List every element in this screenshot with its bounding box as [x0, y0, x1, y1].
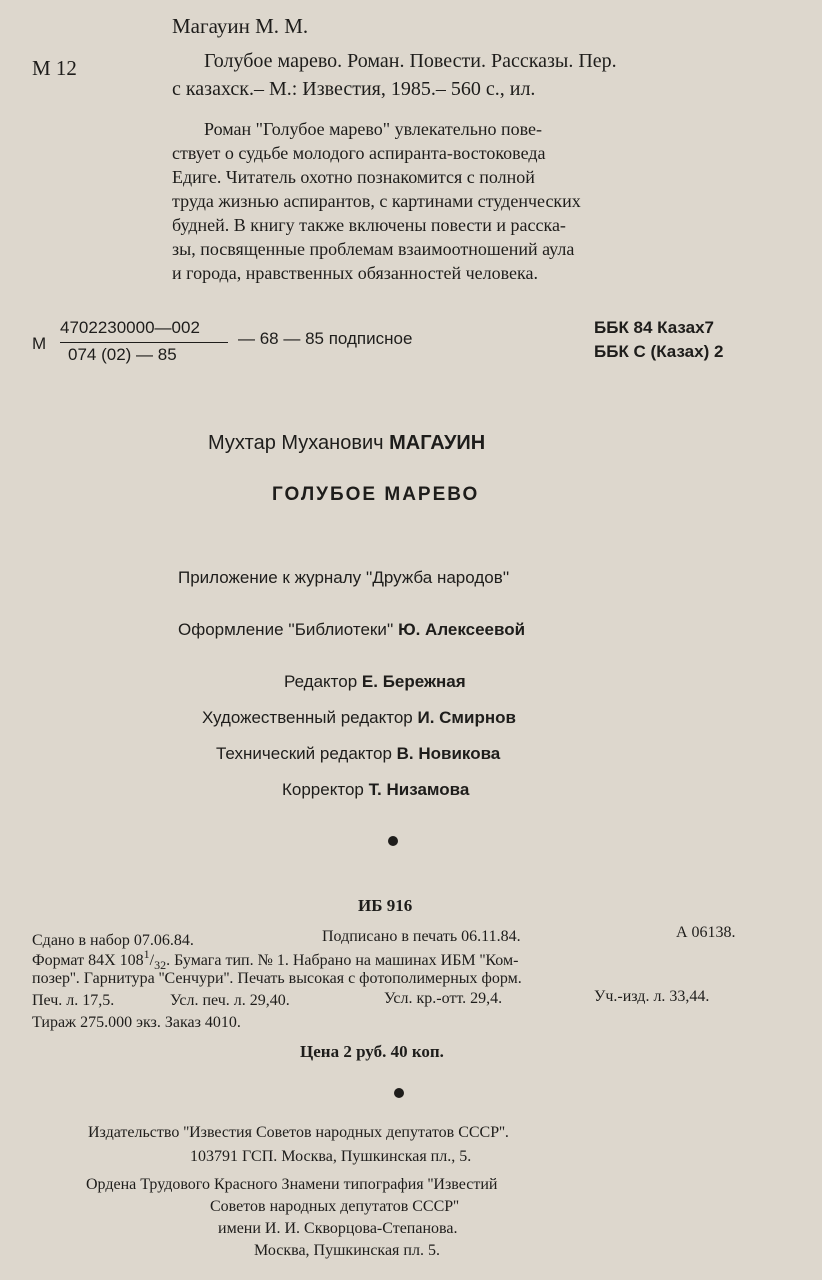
index-suffix: — 68 — 85 подписное	[238, 329, 413, 348]
printer-line-3: имени И. И. Скворцова-Степанова.	[218, 1220, 458, 1237]
annotation-line: зы, посвященные проблемам взаимоотношений аула	[172, 239, 575, 259]
annotation-line: Едиге. Читатель охотно познакомится с полной	[172, 167, 535, 187]
index-letter: М	[32, 334, 47, 353]
printer-line-1: Ордена Трудового Красного Знамени типография ''Известий	[86, 1176, 498, 1193]
format-line	[32, 947, 519, 972]
annotation-line: и города, нравственных обязанностей человека.	[172, 263, 538, 283]
bibliographic-line-1: Голубое марево. Роман. Повести. Рассказы. Пер.	[204, 50, 617, 72]
printer-line-2: Советов народных депутатов СССР''	[210, 1198, 459, 1215]
printer-address: Москва, Пушкинская пл. 5.	[254, 1242, 440, 1259]
conventional-print-sheets: Усл. печ. л. 29,40.	[170, 992, 290, 1009]
tech-editor-name: В. Новикова	[396, 744, 501, 763]
design-credit	[178, 620, 525, 640]
print-sheets: Печ. л. 17,5.	[32, 992, 115, 1009]
format-sup: 1	[143, 947, 150, 961]
annotation-line: Роман "Голубое марево" увлекательно пове-	[204, 119, 543, 139]
sent-to-set: Сдано в набор 07.06.84.	[32, 932, 194, 949]
annotation-line: будней. В книгу также включены повести и расска-	[172, 215, 566, 235]
supplement-note: Приложение к журналу ''Дружба народов''	[178, 568, 510, 587]
design-label: Оформление ''Библиотеки''	[178, 620, 399, 639]
signed-to-print: Подписано в печать 06.11.84.	[322, 928, 521, 945]
format-b: . Бумага тип. № 1. Набрано на машинах ИБМ ''Ком-	[166, 952, 519, 969]
format-slash: /	[149, 952, 155, 969]
art-editor-label: Художественный редактор	[202, 708, 418, 727]
bbk-code-2: ББК С (Казах) 2	[594, 342, 724, 361]
price: Цена 2 руб. 40 коп.	[300, 1042, 444, 1061]
editor-label: Редактор	[284, 672, 362, 691]
annotation-line: ствует о судьбе молодого аспиранта-востоковеда	[172, 143, 546, 163]
book-title: ГОЛУБОЕ МАРЕВО	[272, 484, 480, 505]
art-editor-credit	[202, 708, 516, 728]
format-line-2: позер''. Гарнитура ''Сенчури''. Печать высокая с фотополимерных форм.	[32, 970, 522, 987]
proofreader-label: Корректор	[282, 780, 369, 799]
art-editor-name: И. Смирнов	[417, 708, 516, 727]
format-a: Формат 84Х 108	[32, 952, 144, 969]
proofreader-name: Т. Низамова	[368, 780, 470, 799]
fraction-line	[60, 342, 228, 343]
ib-number: ИБ 916	[358, 896, 413, 915]
editor-credit	[284, 672, 466, 692]
publishing-sheets: Уч.-изд. л. 33,44.	[594, 988, 710, 1005]
bbk-code-1: ББК 84 Казах7	[594, 318, 715, 337]
separator-dot	[388, 836, 398, 846]
index-numerator: 4702230000—002	[60, 318, 200, 337]
bibliographic-line-2: с казахск.– М.: Известия, 1985.– 560 с., ил.	[172, 78, 536, 100]
separator-dot	[394, 1088, 404, 1098]
annotation-line: труда жизнью аспирантов, с картинами студенческих	[172, 191, 581, 211]
author-name: Магауин М. М.	[172, 14, 309, 38]
call-number: М 12	[32, 56, 77, 80]
author-first-names: Мухтар Муханович	[208, 432, 390, 454]
index-denominator: 074 (02) — 85	[68, 345, 177, 364]
design-name: Ю. Алексеевой	[398, 620, 526, 639]
conventional-color-prints: Усл. кр.-отт. 29,4.	[384, 990, 503, 1007]
author-full-name	[208, 432, 485, 455]
tech-editor-label: Технический редактор	[216, 744, 397, 763]
format-sub: 32	[154, 958, 167, 972]
publisher-address: 103791 ГСП. Москва, Пушкинская пл., 5.	[190, 1148, 472, 1165]
proofreader-credit	[282, 780, 469, 800]
author-surname: МАГАУИН	[389, 432, 486, 454]
editor-name: Е. Бережная	[361, 672, 466, 691]
publisher-line-1: Издательство ''Известия Советов народных депутатов СССР''.	[88, 1124, 509, 1141]
tech-editor-credit	[216, 744, 500, 764]
print-run: Тираж 275.000 экз. Заказ 4010.	[32, 1014, 241, 1031]
order-code: А 06138.	[676, 924, 736, 941]
